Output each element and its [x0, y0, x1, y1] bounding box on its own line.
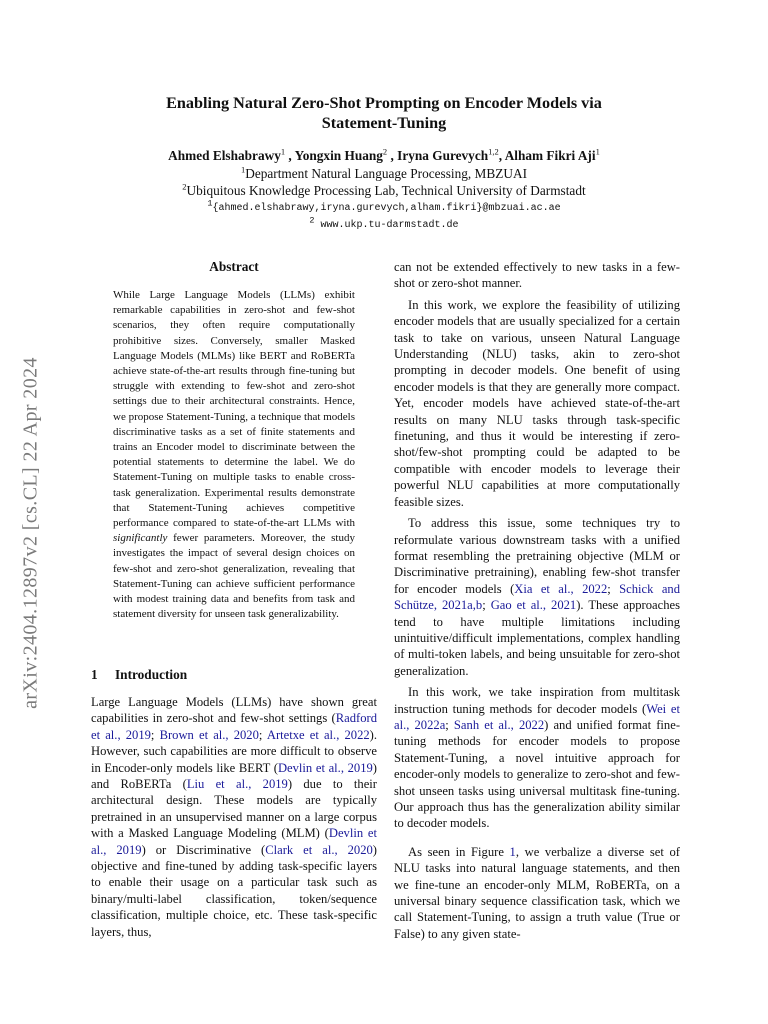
text-run: In this work, we take inspiration from multitask instruction tuning methods for decoder models (: [394, 685, 680, 716]
author-name: Alham Fikri Aji: [504, 148, 596, 163]
title-line-2: Statement-Tuning: [321, 114, 447, 132]
text-run: ) objective and fine-tuned by adding task-specific layers to enable their usage on a particular task such as binary/multi-label classification, token/sequence classification, multiple choice, etc. These task-specific layers, thus,: [91, 842, 377, 939]
author-name: Yongxin Huang: [294, 148, 383, 163]
intro-paragraph-1-continued: can not be extended effectively to new tasks in a few-shot or zero-shot manner.: [394, 260, 680, 291]
email-mark: 1: [207, 198, 213, 209]
author-separator: ,: [498, 148, 505, 163]
arxiv-identifier: [0, 318, 62, 748]
citation-link[interactable]: Xia et al., 2022: [514, 581, 608, 596]
website-text[interactable]: www.ukp.tu-darmstadt.de: [314, 220, 459, 231]
affiliation-mark: 2: [182, 181, 187, 192]
text-run: ;: [445, 717, 454, 732]
abstract-text-part-1: While Large Language Models (LLMs) exhibit remarkable capabilities in zero-shot and few-shot scenarios, they often require computationally prohibitive sizes. Conversely, smaller Masked Language Models (MLMs) like BERT and RoBERTa achieve state-of-the-art results through fine-tuning but struggle with extending to few-shot and zero-shot settings due to their architectural constraints. Hence, we propose Statement-Tuning, a technique that models discriminative tasks as a set of finite statements and trains an Encoder model to discriminate between the potential statements to determine the label. We do Statement-Tuning on multiple tasks to enable cross-task generalization. Experimental results demonstrate that Statement-Tuning achieves competitive performance compared to state-of-the-art LLMs with: [113, 289, 355, 530]
left-column-body: [91, 694, 377, 940]
affiliation-mark: 1: [241, 164, 246, 175]
text-run: , we verbalize a diverse set of NLU tasks into natural language statements, and then we fine-tune an encoder-only MLM, RoBERTa, on a universal binary sequence classification task, which we call Statement-Tuning, to assign a truth value (True or False) to any given state-: [394, 844, 680, 941]
figure-reference-link[interactable]: 1: [509, 844, 516, 859]
author-list: [90, 148, 678, 164]
website-mark: 2: [309, 215, 315, 226]
text-run: ;: [150, 727, 160, 742]
text-run: ) due to their architectural design. These models are typically pretrained in an unsupervised manner on a large corpus with a Masked Language Modeling (MLM) (: [91, 777, 377, 841]
citation-link[interactable]: Devlin et al., 2019: [91, 826, 377, 857]
arxiv-identifier-text: arXiv:2404.12897v2 [cs.CL] 22 Apr 2024: [19, 357, 42, 709]
citation-link[interactable]: Devlin et al., 2019: [277, 760, 373, 775]
author-separator: ,: [285, 148, 295, 163]
abstract-text-part-2: fewer parameters. Moreover, the study investigates the impact of several design choices on few-shot and zero-shot generalization, revealing that Statement-Tuning can achieve sufficient performance with modest training data and benefits from task and statement diversity for unseen task generalizability.: [113, 532, 355, 621]
abstract-heading: Abstract: [209, 259, 259, 274]
citation-link[interactable]: Clark et al., 2020: [265, 842, 373, 857]
affiliation-text: Department Natural Language Processing, MBZUAI: [245, 166, 527, 181]
intro-paragraph-4: [394, 684, 680, 832]
abstract-emphasis: significantly: [113, 532, 168, 545]
section-number: 1: [91, 667, 98, 682]
text-run: ). These approaches tend to have multiple limitations including unintuitive/difficult implementations, complex handling of multi-token labels, and being unsuitable for zero-shot generalization.: [394, 598, 680, 678]
email-text[interactable]: {ahmed.elshabrawy,iryna.gurevych,alham.fikri}@mbzuai.ac.ae: [212, 203, 561, 214]
text-run: As seen in Figure: [408, 844, 510, 859]
intro-paragraph-1: [91, 694, 377, 940]
author-affiliation-mark: 2: [382, 146, 388, 157]
text-run: ;: [607, 581, 620, 596]
paper-title: [90, 93, 678, 133]
author-affiliation-mark: 1: [280, 146, 286, 157]
text-run: ;: [258, 727, 267, 742]
text-run: ). However, such capabilities are more difficult to observe in Encoder-only models like BERT (: [91, 727, 378, 775]
author-name: Iryna Gurevych: [397, 148, 489, 163]
affiliation-2: [90, 183, 678, 199]
website-line: [90, 215, 678, 232]
text-run: To address this issue, some techniques try to reformulate various downstream tasks with a unified format resembling the pretraining objective (MLM or Discriminative pretraining), enabling few-shot transfer for encoder models (: [394, 516, 680, 596]
text-run: ) or Discriminative (: [141, 842, 266, 857]
author-affiliation-mark: 1: [595, 146, 600, 157]
citation-link[interactable]: Schick and Schütze, 2021a,b: [394, 581, 680, 613]
citation-link[interactable]: Liu et al., 2019: [186, 777, 288, 792]
affiliation-text: Ubiquitous Knowledge Processing Lab, Technical University of Darmstadt: [186, 183, 586, 198]
author-affiliation-mark: 1,2: [488, 146, 499, 157]
citation-link[interactable]: Wei et al., 2022a: [394, 701, 680, 732]
section-heading-introduction: [91, 667, 187, 683]
citation-link[interactable]: Artetxe et al., 2022: [266, 727, 370, 742]
citation-link[interactable]: Gao et al., 2021: [490, 598, 577, 613]
affiliation-1: [90, 166, 678, 182]
email-line: [90, 198, 678, 215]
author-name: Ahmed Elshabrawy: [168, 148, 281, 163]
title-line-1: Enabling Natural Zero-Shot Prompting on Encoder Models via: [166, 94, 602, 112]
citation-link[interactable]: Radford et al., 2019: [91, 711, 377, 742]
intro-paragraph-2: In this work, we explore the feasibility of utilizing encoder models that are usually specialized for a certain task to take on various, unseen Natural Language Understanding (NLU) tasks, akin to zero-shot prompting in decoder models. One benefit of using encoder models is that they are generally more compact. Yet, encoder models have achieved state-of-the-art results on many NLU tasks through task-specific finetuning, and thus it would be interesting if zero-shot/few-shot prompting could be adapted to be compatible with encoder models to leverage their powerful NLU capabilities at more computationally feasible sizes.: [394, 297, 680, 509]
abstract-body: [113, 288, 355, 622]
intro-paragraph-3: [394, 515, 680, 679]
right-column-body: [394, 259, 680, 947]
intro-paragraph-5: [394, 844, 680, 942]
citation-link[interactable]: Sanh et al., 2022: [453, 717, 545, 732]
citation-link[interactable]: Brown et al., 2020: [159, 727, 259, 742]
text-run: ;: [482, 598, 491, 613]
author-separator: ,: [387, 148, 398, 163]
text-run: ) and unified format fine-tuning methods for encoder models to propose Statement-Tuning, a novel intuitive approach for encoder-only models to generalize to zero-shot and few-shot unseen tasks using universal multitask fine-tuning. Our approach thus has the generalization ability similar to decoder models.: [394, 717, 681, 831]
text-run: Large Language Models (LLMs) have shown great capabilities in zero-shot and few-shot settings (: [91, 695, 377, 726]
text-run: ) and RoBERTa (: [91, 760, 377, 792]
section-title: Introduction: [115, 667, 188, 682]
